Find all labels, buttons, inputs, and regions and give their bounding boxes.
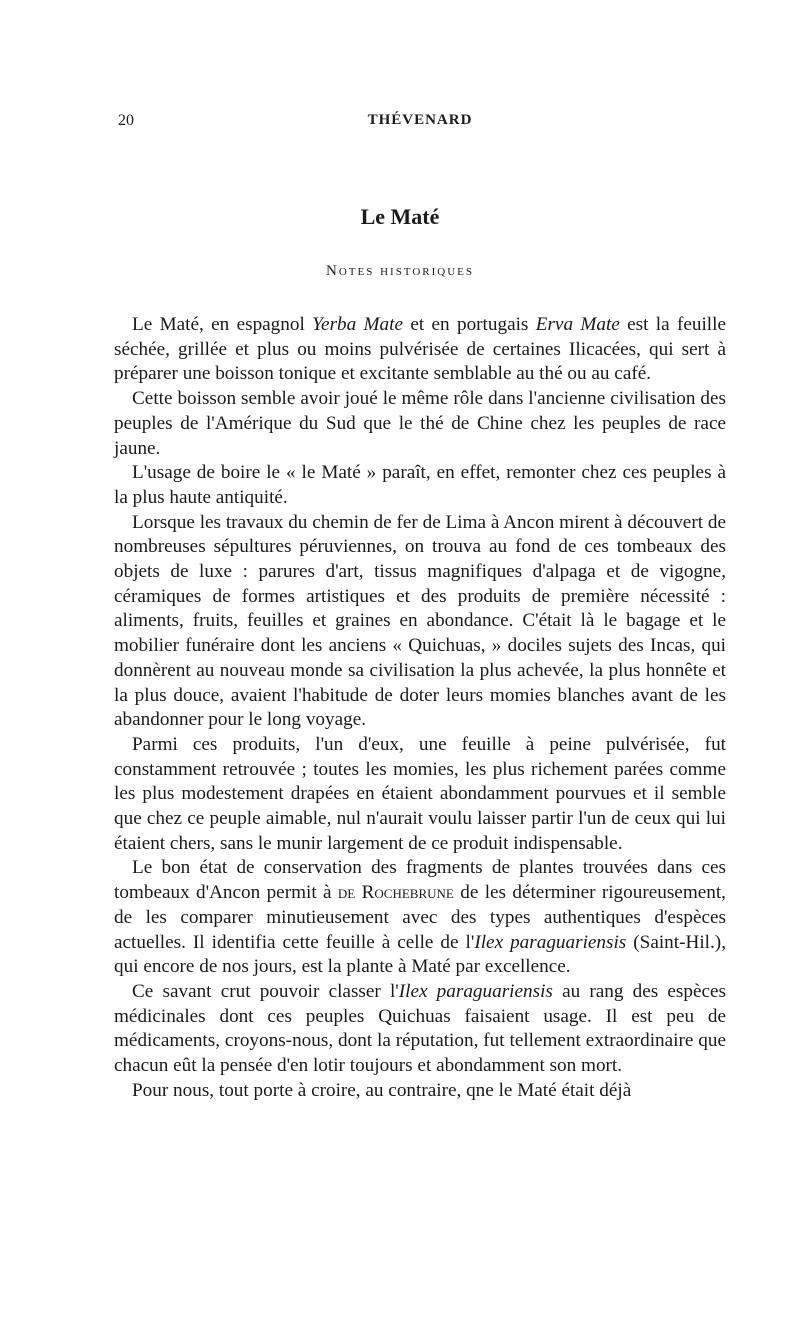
page-number: 20 xyxy=(118,112,134,129)
italic-term: Erva Mate xyxy=(535,314,620,335)
italic-term: Yerba Mate xyxy=(312,314,403,335)
paragraph-3: L'usage de boire le « le Maté » paraît, en effet, remonter chez ces peuples à la plus haute antiquité. xyxy=(114,462,726,508)
paragraph-2: Cette boisson semble avoir joué le même rôle dans l'ancienne civilisation des peuples de l'Amérique du Sud que le thé de Chine chez les peuples de race jaune. xyxy=(114,388,726,459)
paragraph-6: Le bon état de conservation des fragments de plantes trouvées dans ces tombeaux d'Ancon permit à de Rochebrune de les déterminer rigoureusement, de les comparer minutieusement avec des types authentiques d'espèces actuelles. Il identifia cette feuille à celle de l'Ilex paraguariensis (Saint-Hil.), qui encore de nos jours, est la plante à Maté par excellence. xyxy=(114,857,726,978)
italic-term: Ilex paraguariensis xyxy=(398,980,553,1002)
running-head: THÉVENARD xyxy=(367,112,473,128)
paragraph-1: Le Maté, en espagnol Yerba Mate et en portugais Erva Mate est la feuille séchée, grillée et plus ou moins pulvérisée de certaines Ilicacées, qui sert à préparer une boisson tonique et excitante semblable au thé ou au café. xyxy=(114,314,726,385)
paragraph-5: Parmi ces produits, l'un d'eux, une feuille à peine pulvérisée, fut constamment retrouvée ; toutes les momies, les plus richement parées comme les plus modestement drapées en étaient abondamment pourvues et il semble que chez ce peuple aimable, nul n'aurait voulu laisser partir l'un de ceux qui lui étaient chers, sans le munir largement de ce produit indispensable. xyxy=(114,733,726,854)
author-name: de Rochebrune xyxy=(337,882,454,904)
section-subtitle: Notes historiques xyxy=(326,263,474,279)
paragraph-8: Pour nous, tout porte à croire, au contraire, qne le Maté était déjà xyxy=(132,1079,632,1101)
italic-term: Ilex paraguariensis xyxy=(474,931,627,953)
body-text xyxy=(114,313,726,1104)
paragraph-7: Ce savant crut pouvoir classer l'Ilex paraguariensis au rang des espèces médicinales dont ces peuples Quichuas faisaient usage. Il est peu de médicaments, croyons-nous, dont la réputation, fut tellement extraordinaire que chacun eût la pensée d'en lotir toujours et abondamment son mort. xyxy=(114,980,726,1077)
paragraph-4: Lorsque les travaux du chemin de fer de Lima à Ancon mirent à découvert de nombreuses sépultures péruviennes, on trouva au fond de ces tombeaux des objets de luxe : parures d'art, tissus magnifiques d'alpaga et de vigogne, céramiques de formes artistiques et des produits de première nécessité : aliments, fruits, feuilles et graines en abondance. C'était là le bagage et le mobilier funéraire dont les anciens « Quichuas, » dociles sujets des Incas, qui donnèrent au nouveau monde sa civilisation la plus achevée, la plus honnête et la plus douce, avaient l'habitude de doter leurs momies blanches avant de les abandonner pour le long voyage. xyxy=(114,511,726,731)
chapter-title: Le Maté xyxy=(360,204,440,229)
page-header xyxy=(114,112,726,138)
